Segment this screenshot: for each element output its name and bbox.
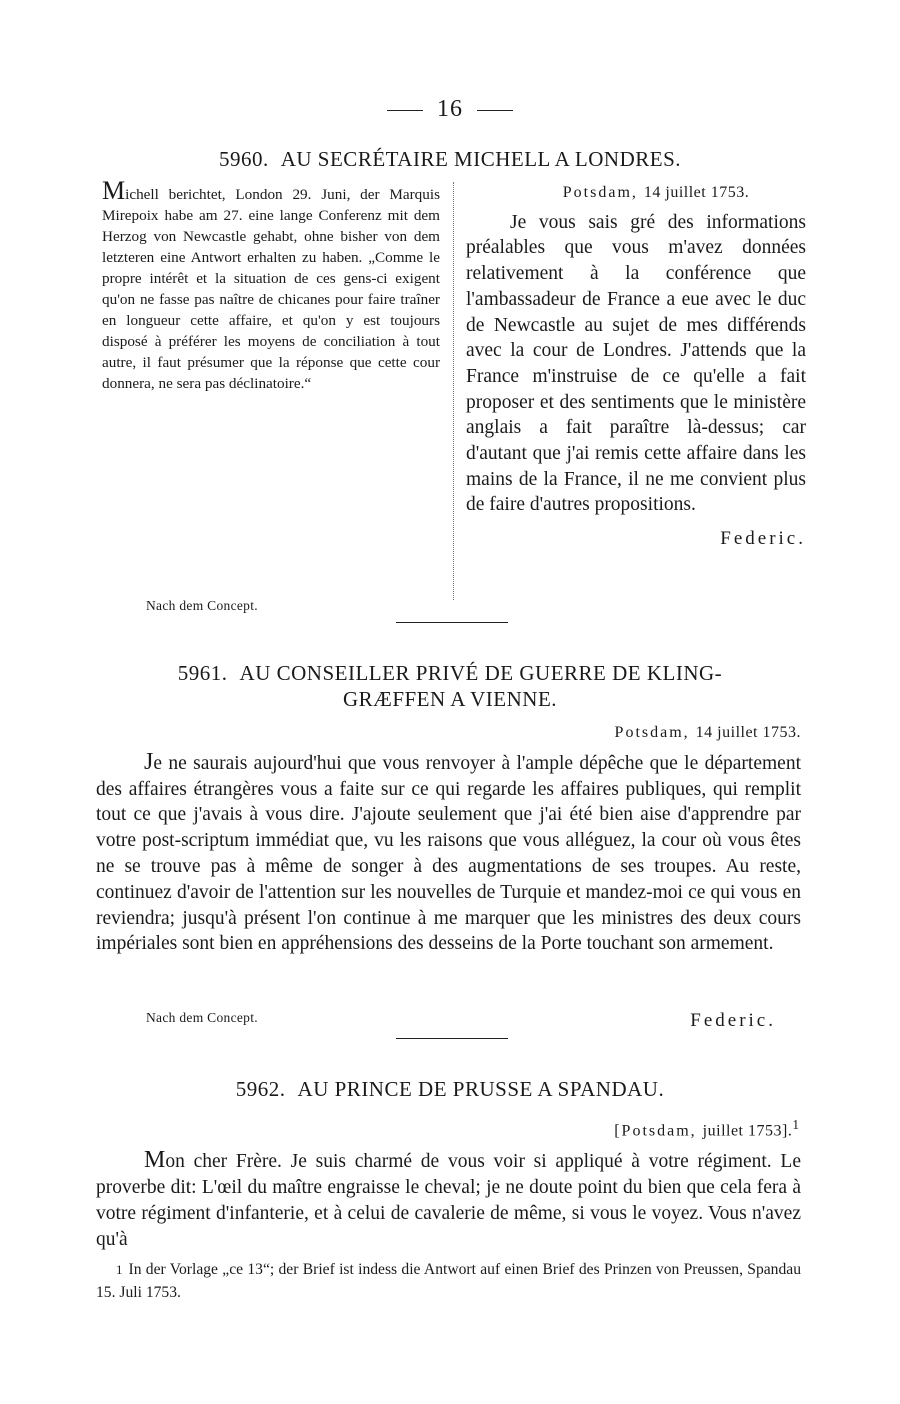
letter-5961-heading [90, 660, 810, 712]
letter-number: 5961. [177, 661, 228, 685]
dropcap: M [102, 176, 126, 205]
letter-number: 5960. [218, 147, 269, 171]
dateline: [Potsdam, juillet 1753].$^1$ [614, 1117, 801, 1140]
page-number-dash-right [477, 110, 513, 111]
column-divider [453, 182, 454, 600]
footnote [96, 1258, 801, 1304]
letter-number: 5962. [235, 1077, 286, 1101]
page-number-dash-left [387, 110, 423, 111]
dateline: Potsdam, 14 juillet 1753. [614, 724, 801, 741]
letter-5960-heading [90, 146, 810, 172]
letter-5962-body [96, 1112, 801, 1252]
letter-5960-body [466, 180, 806, 552]
letter-5961-body [96, 720, 801, 957]
section-rule [396, 622, 508, 623]
letter-title: AU SECRÉTAIRE MICHELL A LONDRES. [280, 147, 682, 171]
dateline: Potsdam, 14 juillet 1753. [562, 184, 750, 201]
signature: Federic. [720, 528, 806, 550]
letter-title: AU PRINCE DE PRUSSE A SPANDAU. [297, 1077, 665, 1101]
letter-title-line1: AU CONSEILLER PRIVÉ DE GUERRE DE KLING- [239, 661, 723, 685]
source-note: Nach dem Concept. [146, 1010, 258, 1025]
source-note: Nach dem Concept. [146, 598, 258, 613]
letter-5962-heading [90, 1076, 810, 1102]
letter-text: Je vous sais gré des informations préalables que vous m'avez données relativement à la conférence que l'ambassadeur de France a eue avec le duc de Newcastle au sujet de mes différends avec la cour de Londres. J'attends que la France m'instruise de ce qu'elle a fait proposer et des sentiments que le ministère anglais a fait paraître là-dessus; car d'autant que j'ai remis cette affaire dans les mains de la France, il ne me convient plus de faire d'autres propositions. [466, 211, 806, 516]
page-number: 16 [0, 96, 900, 123]
letter-5960-summary [102, 176, 440, 394]
signature: Federic. [690, 1010, 776, 1031]
letter-text: Je ne saurais aujourd'hui que vous renvoyer à l'ample dépêche que le département des affaires étrangères vous a faite sur ce qui regarde les affaires publiques, qui remplit tout ce que j'avais à vous dire. J'ajoute seulement que j'ai été bien aise d'apprendre par votre post-scriptum immédiat que, vu les raisons que vous alléguez, la cour où vous êtes ne se trouve pas à même de songer à des augmentations de ses troupes. Au reste, continuez d'avoir de l'attention sur les nouvelles de Turquie et mandez-moi ce qui vous en reviendra; jusqu'à présent l'on continue à me marquer que les ministres des deux cours impériales sont bien en appréhensions des desseins de la Porte touchant son armement. [96, 748, 801, 955]
summary-text: ichell berichtet, London 29. Juni, der Marquis Mirepoix habe am 27. eine lange Conferenz mit dem Herzog von Newcastle gehabt, ohne bisher von dem letzteren eine Antwort erhalten zu haben. „Comme le propre intérêt et la situation de ces gens-ci exigent qu'on ne fasse pas naître de chicanes pour faire traîner en longueur cette affaire, et qu'on y est toujours disposé à préférer les moyens de conciliation à tout autre, il faut présumer que la réponse que cette cour donnera, ne sera pas déclinatoire.“ [102, 186, 440, 392]
footnote-ref: 1 [792, 1117, 801, 1132]
letter-title-line2: GRÆFFEN A VIENNE. [342, 687, 558, 711]
letter-text: Mon cher Frère. Je suis charmé de vous voir si appliqué à votre régiment. Le proverbe dit: L'œil du maître engraisse le cheval; je ne doute point du bien que cela fera à votre régiment d'infanterie, et à celui de cavalerie de même, si vous le voyez. Vous n'avez qu'à [96, 1147, 801, 1250]
footnote-text: In der Vorlage „ce 13“; der Brief ist indess die Antwort auf einen Brief des Prinzen von Preussen, Spandau 15. Juli 1753. [96, 1261, 801, 1301]
section-rule [396, 1038, 508, 1039]
footnote-marker: 1 [116, 1262, 123, 1277]
